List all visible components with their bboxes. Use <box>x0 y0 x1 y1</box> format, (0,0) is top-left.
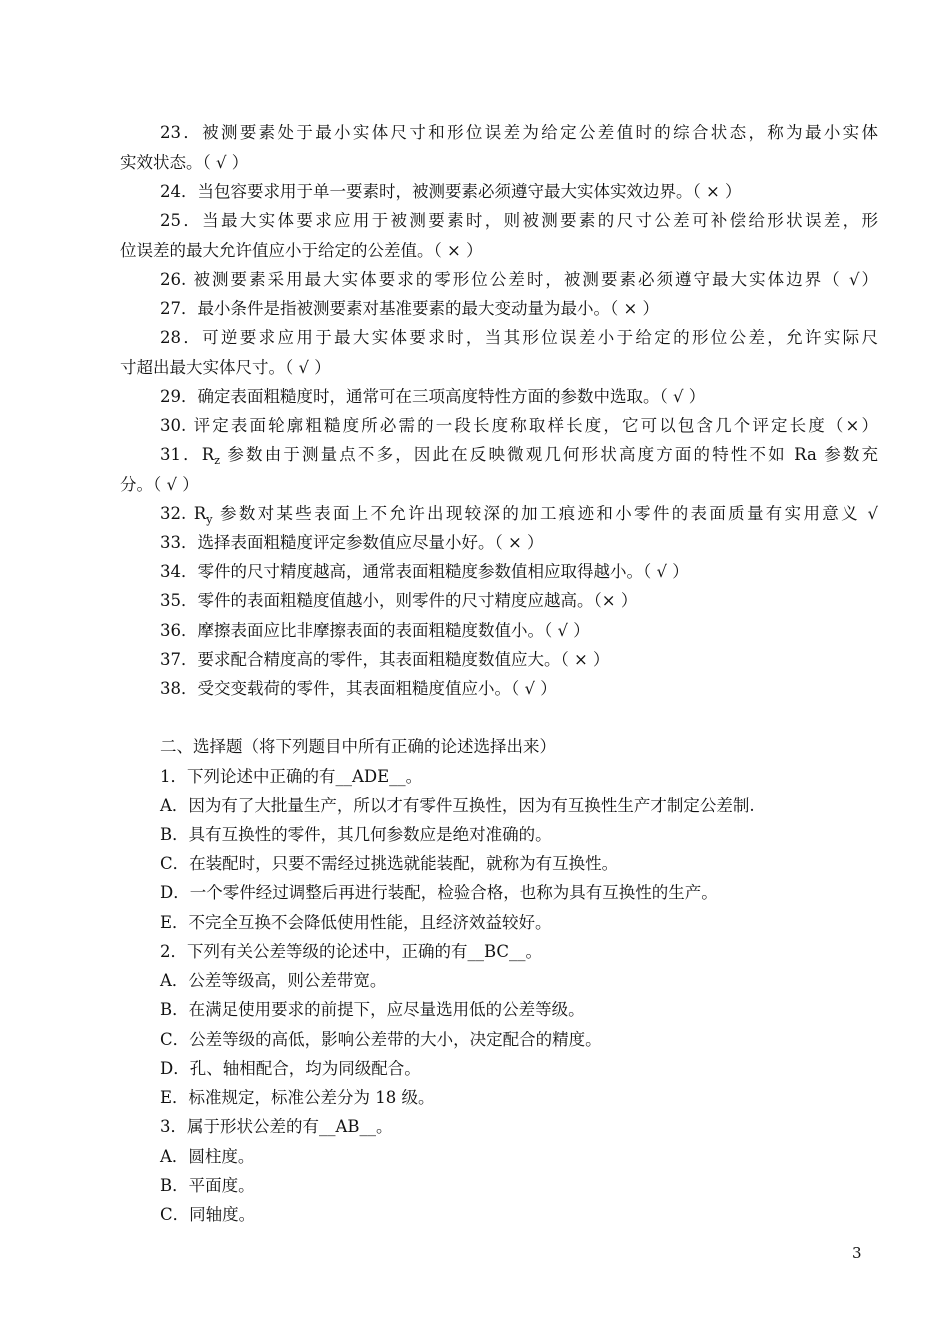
q27: 27．最小条件是指被测要素对基准要素的最大变动量为最小。（ × ） <box>160 299 660 318</box>
q2-option-e: E．标准规定，标准公差分为 18 级。 <box>160 1088 435 1107</box>
q1-option-c: C．在装配时，只要不需经过挑选就能装配，就称为有互换性。 <box>160 854 619 873</box>
q3-option-b: B．平面度。 <box>160 1176 255 1195</box>
q1-option-a: A．因为有了大批量生产，所以才有零件互换性，因为有互换性生产才制定公差制. <box>160 796 755 815</box>
q31-line-1 <box>160 444 878 468</box>
q1-option-b: B．具有互换性的零件，其几何参数应是绝对准确的。 <box>160 825 552 844</box>
q29: 29．确定表面粗糙度时，通常可在三项高度特性方面的参数中选取。（ √ ） <box>160 387 706 406</box>
q32-subscript: y <box>206 513 213 526</box>
q23-line-1: 23．被测要素处于最小实体尺寸和形位误差为给定公差值时的综合状态，称为最小实体 <box>160 123 878 142</box>
q30: 30. 评定表面轮廓粗糙度所必需的一段长度称取样长度，它可以包含几个评定长度（×） <box>160 416 878 435</box>
q28-line-2: 寸超出最大实体尺寸。（ √ ） <box>120 358 331 377</box>
q1-option-e: E．不完全互换不会降低使用性能，且经济效益较好。 <box>160 913 552 932</box>
q38: 38．受交变载荷的零件，其表面粗糙度值应小。（ √ ） <box>160 679 557 698</box>
q26: 26. 被测要素采用最大实体要求的零形位公差时，被测要素必须遵守最大实体边界（ √） <box>160 270 878 289</box>
q37: 37．要求配合精度高的零件，其表面粗糙度数值应大。（ × ） <box>160 650 610 669</box>
q1-option-d: D．一个零件经过调整后再进行装配，检验合格，也称为具有互换性的生产。 <box>160 883 718 902</box>
q31-subscript: z <box>214 454 221 467</box>
page-number: 3 <box>852 1244 862 1262</box>
q33: 33．选择表面粗糙度评定参数值应尽量小好。（ × ） <box>160 533 544 552</box>
choice-question-1: 1．下列论述中正确的有__ADE__。 <box>160 767 423 786</box>
q25-line-2: 位误差的最大允许值应小于给定的公差值。（ × ） <box>120 241 483 260</box>
section-2-title: 二、选择题（将下列题目中所有正确的论述选择出来） <box>160 737 556 756</box>
q28-line-1: 28．可逆要求应用于最大实体要求时，当其形位误差小于给定的形位公差，允许实际尺 <box>160 328 878 347</box>
q31-line-2: 分。（ √ ） <box>120 475 199 494</box>
q2-option-c: C．公差等级的高低，影响公差带的大小，决定配合的精度。 <box>160 1030 602 1049</box>
q31-number: 31．R <box>160 445 215 464</box>
q2-option-b: B．在满足使用要求的前提下，应尽量选用低的公差等级。 <box>160 1000 585 1019</box>
q32 <box>160 503 878 527</box>
q32-number: 32. R <box>160 504 207 523</box>
q2-option-a: A．公差等级高，则公差带宽。 <box>160 971 387 990</box>
q24: 24．当包容要求用于单一要素时，被测要素必须遵守最大实体实效边界。（ × ） <box>160 182 742 201</box>
q32-text: 参数对某些表面上不允许出现较深的加工痕迹和小零件的表面质量有实用意义 √ <box>212 504 878 523</box>
q3-option-c: C．同轴度。 <box>160 1205 256 1224</box>
choice-question-3: 3．属于形状公差的有__AB__。 <box>160 1117 393 1136</box>
q25-line-1: 25．当最大实体要求应用于被测要素时，则被测要素的尺寸公差可补偿给形状误差，形 <box>160 211 878 230</box>
choice-question-2: 2．下列有关公差等级的论述中，正确的有__BC__。 <box>160 942 543 961</box>
q36: 36．摩擦表面应比非摩擦表面的表面粗糙度数值小。（ √ ） <box>160 621 590 640</box>
q23-line-2: 实效状态。（ √ ） <box>120 153 249 172</box>
q35: 35．零件的表面粗糙度值越小，则零件的尺寸精度应越高。（× ） <box>160 591 638 610</box>
q31-text: 参数由于测量点不多，因此在反映微观几何形状高度方面的特性不如 Ra 参数充 <box>220 445 879 464</box>
q2-option-d: D．孔、轴相配合，均为同级配合。 <box>160 1059 421 1078</box>
q3-option-a: A．圆柱度。 <box>160 1147 255 1166</box>
q34: 34．零件的尺寸精度越高，通常表面粗糙度参数值相应取得越小。（ √ ） <box>160 562 689 581</box>
